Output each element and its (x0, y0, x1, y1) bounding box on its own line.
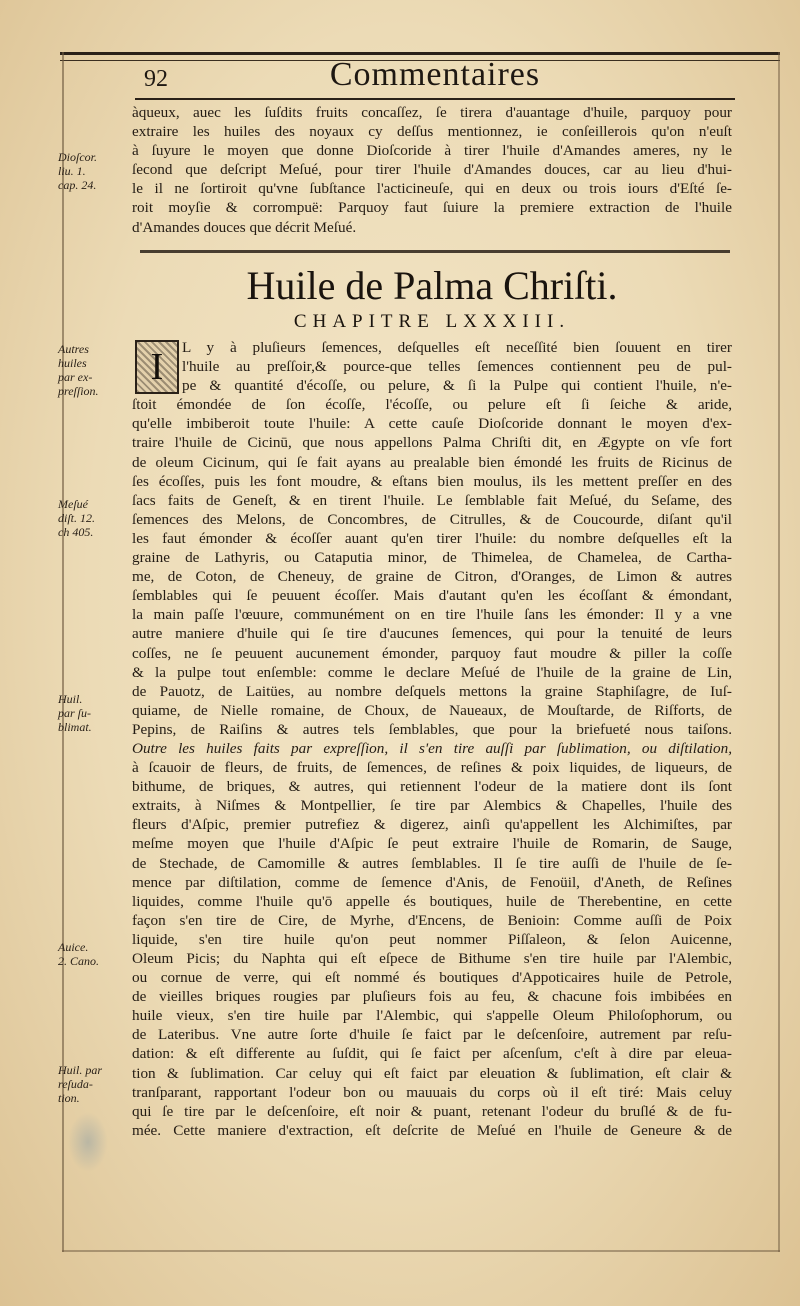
margin-line: 2. Cano. (58, 954, 100, 968)
text-line: autre maniere d'huile qui ſe tire d'aucunes ſemences, qui pour la tenuité de leurs (132, 625, 732, 643)
text-line: & la pulpe tout enſemble: comme le declare Meſué de l'huile de la graine de Lin, (132, 663, 732, 681)
text-line: graine de Lathyris, ou Cataputia minor, de Thimelea, de Chamelea, de Cartha- (132, 549, 732, 567)
text-line: dation: & eſt differente au ſuſdit, qui ſe faict per aſcenſum, c'eſt à dire par eleua- (132, 1045, 732, 1063)
margin-line: par ſu- (58, 706, 91, 720)
right-page-edge (778, 52, 780, 1252)
margin-line: ch 405. (58, 525, 94, 539)
text-line: de oleum Cicinum, qui ſe fait ayans au prealable bien émondé les fruits de Ricinus de (132, 453, 732, 471)
chapter-title: Huile de Palma Chriſti. (246, 263, 618, 308)
bottom-page-edge (62, 1250, 780, 1252)
text-line: huile vieux, s'en tire huile par l'Alembic, qui s'appelle Oleum Philoſophorum, ou (132, 1007, 732, 1025)
text-line: le il ne ſortiroit qu'vne ſubſtance l'acticineuſe, qui en deux ou trois iours d'Eſté ſe- (132, 180, 732, 198)
text-line: liquides, comme l'huile qu'ō appelle és boutiques, huile de Therebentine, en cette (132, 892, 732, 910)
section-separator (140, 250, 730, 253)
margin-note-avicenne (58, 940, 130, 968)
text-line: bithume, de briques, & autres, qui retiennent l'odeur de la matiere dont ils ſont (132, 778, 732, 796)
header-rule (135, 98, 735, 100)
text-line: de Stechade, de Camomille & autres ſemblables. Il ſe tire auſſi de l'huile de ſe- (132, 854, 732, 872)
margin-line: liu. 1. (58, 164, 86, 178)
margin-line: huiles (58, 356, 87, 370)
text-line: pe & quantité d'écoſſe, ou pelure, & ſi la Pulpe qui contient l'huile, n'e- (182, 377, 732, 395)
text-line: ſacs faits de Geneſt, & en tirent l'huile. Le ſemblable fait Meſué, du Seſame, des (132, 491, 732, 509)
text-line: àqueux, auec les ſuſdits fruits concaſſez, ſe tirera d'auantage d'huile, parquoy pour (132, 104, 732, 121)
dropcap-letter: I (137, 342, 177, 392)
text-line: mée. Cette maniere d'extraction, eſt deſcrite de Meſué en l'huile de Geneure & de (132, 1121, 732, 1139)
text-line: L y à pluſieurs ſemences, deſquelles eſt neceſſité bien ſouuent en tirer (182, 339, 732, 356)
text-line: ſemblables qui ſe peuuent écoſſer. Mais d'autant qu'en les écoſſant & émondant, (132, 587, 732, 605)
text-line: quiame, de Nielle romaine, de Choux, de Naueaux, de Mouſtarde, de Riſforts, de (132, 701, 732, 719)
margin-line: Dioſcor. (58, 150, 97, 164)
margin-note-dioscor (58, 150, 130, 192)
text-line: ou cornue de verre, qui eſt nommé és boutiques d'Appoticaires huile de Petrole, (132, 969, 732, 987)
text-line: extraits, à Niſmes & Montpellier, ſe tire par Alembics & Chapelles, l'huile des (132, 797, 732, 815)
text-line: me, de Coton, de Cheneuy, de graine de Citron, d'Oranges, de Limon & autres (132, 568, 732, 586)
margin-line: Huil. (58, 692, 83, 706)
margin-line: Meſué (58, 497, 88, 511)
margin-line: Auice. (58, 940, 89, 954)
margin-note-autres-huiles (58, 342, 130, 398)
margin-line: tion. (58, 1091, 80, 1105)
text-line: les faut émonder & écoſſer auant qu'en tirer l'huile: du nombre deſquelles eſt la (132, 529, 732, 547)
text-line: tion & ſublimation. Car celuy qui eſt faict par eleuation & ſublimation, eſt clair & (132, 1064, 732, 1082)
text-line: de Pauotz, de Laitües, au nombre deſquels mettons la graine Staphiſagre, de Iuſ- (132, 682, 732, 700)
text-line: Outre les huiles faits par expreſſion, il s'en tire auſſi par ſublimation, ou diſtilation, (132, 739, 732, 757)
text-line: meſme moyen que l'huile d'Aſpic ſe peut extraire l'huile de Romarin, de Sauge, (132, 835, 732, 853)
text-line: la main paſſe l'œuure, communément on en tire l'huile ſans les émonder: Il y a vne (132, 606, 732, 624)
text-line: tranſparant, rapportant l'odeur bon ou mauuais du corps où il eſt tiré: Mais celuy (132, 1083, 732, 1101)
margin-line: cap. 24. (58, 178, 97, 192)
margin-note-resudation (58, 1063, 130, 1105)
text-line: ſecond que deſcript Meſué, pour tirer l'huile d'Amandes douces, car au lieu d'hui- (132, 161, 732, 179)
chapter-number: CHAPITRE LXXXIII. (293, 311, 571, 332)
text-line: à ſuyure le moyen que donne Dioſcoride à tirer l'huile d'Amandes ameres, ny le (132, 142, 732, 160)
text-line: de vieilles briques rougies par pluſieurs fois au feu, & chacune fois imbibées en (132, 988, 732, 1006)
text-line: roit moyſie & corrompuë: Parquoy faut ſuiure la premiere extraction de l'huile (132, 199, 732, 217)
margin-line: blimat. (58, 720, 92, 734)
chapter-body (132, 338, 732, 1140)
text-line: ſemences des Melons, de Concombres, de Citrulles, & de Coucourde, diſant qu'il (132, 510, 732, 528)
text-line: Oleum Picis; du Naphta qui eſt eſpece de Bithume s'en tire huile par l'Alembic, (132, 950, 732, 967)
paper-stain (68, 1112, 108, 1172)
text-line: façon s'en tire de Cire, de Myrhe, d'Encens, de Benioin: Comme auſſi de Poix (132, 911, 732, 929)
text-line: extraire les huiles des noyaux cy deſſus mentionnez, ie conſeillerois qu'on n'euſt (132, 123, 732, 141)
margin-line: Huil. par (58, 1063, 103, 1077)
text-line: qui ſe tire par le deſcenſoire, eſt noir & puant, retenant l'odeur du bruſlé & de fu- (132, 1102, 732, 1120)
text-line: de Lateribus. Vne autre ſorte d'huile ſe faict par le deſcenſoire, autrement par reſu- (132, 1026, 732, 1044)
text-line: Pepins, de Raiſins & autres tels ſemblables, que pour la briefueté nous taiſons. (132, 720, 732, 738)
margin-line: par ex- (58, 370, 93, 384)
margin-line: Autres (58, 342, 89, 356)
page-header (130, 56, 740, 96)
top-edge-rule (60, 52, 780, 55)
text-line: d'Amandes douces que décrit Meſué. (132, 218, 357, 236)
paragraph-continued (132, 103, 732, 237)
text-line: à ſcauoir de fleurs, de fruits, de ſemences, de reſines & poix liquides, de liqueurs, de (132, 759, 732, 777)
text-line: traire l'huile de Cicinū, que nous appellons Palma Chriſti dit, en Ægypte on vſe fort (132, 434, 732, 452)
text-line: mence par diſtilation, comme de ſemence d'Anis, de Fenoüil, d'Aneth, de Reſines (132, 873, 732, 891)
page-number: 92 (144, 66, 168, 92)
margin-line: preſſion. (58, 384, 99, 398)
margin-note-sublimation (58, 692, 130, 734)
margin-note-mesue (58, 497, 130, 539)
margin-line: reſuda- (58, 1077, 93, 1091)
running-title: Commentaires (329, 56, 541, 93)
text-line: l'huile au preſſoir,& pource-que telles ſemences contiennent peu de pul- (182, 358, 732, 376)
text-line: ſes écoſſes, puis les font moudre, & eſtans bien moulus, ils les mettent preſſer en des (132, 472, 732, 490)
margin-line: diſt. 12. (58, 511, 96, 525)
text-line: qu'elle imbiberoit toute l'huile: A cette cauſe Dioſcoride donnant le moyen d'ex- (132, 415, 732, 433)
text-line: coſſes, ne ſe peuuent aucunement émonder, parquoy faut moudre & piller la coſſe (132, 644, 732, 662)
text-line: liquide, s'en tire huile qu'on peut nommer Piſſaleon, & ſelon Auicenne, (132, 930, 732, 948)
text-line: ſtoit émondée de ſon écoſſe, l'écoſſe, ou pelure eſt ſi ſeiche & aride, (132, 396, 732, 414)
text-line: fleurs d'Aſpic, premier putrefiez & digerez, ainſi qu'appellent les Alchimiſtes, par (132, 816, 732, 834)
